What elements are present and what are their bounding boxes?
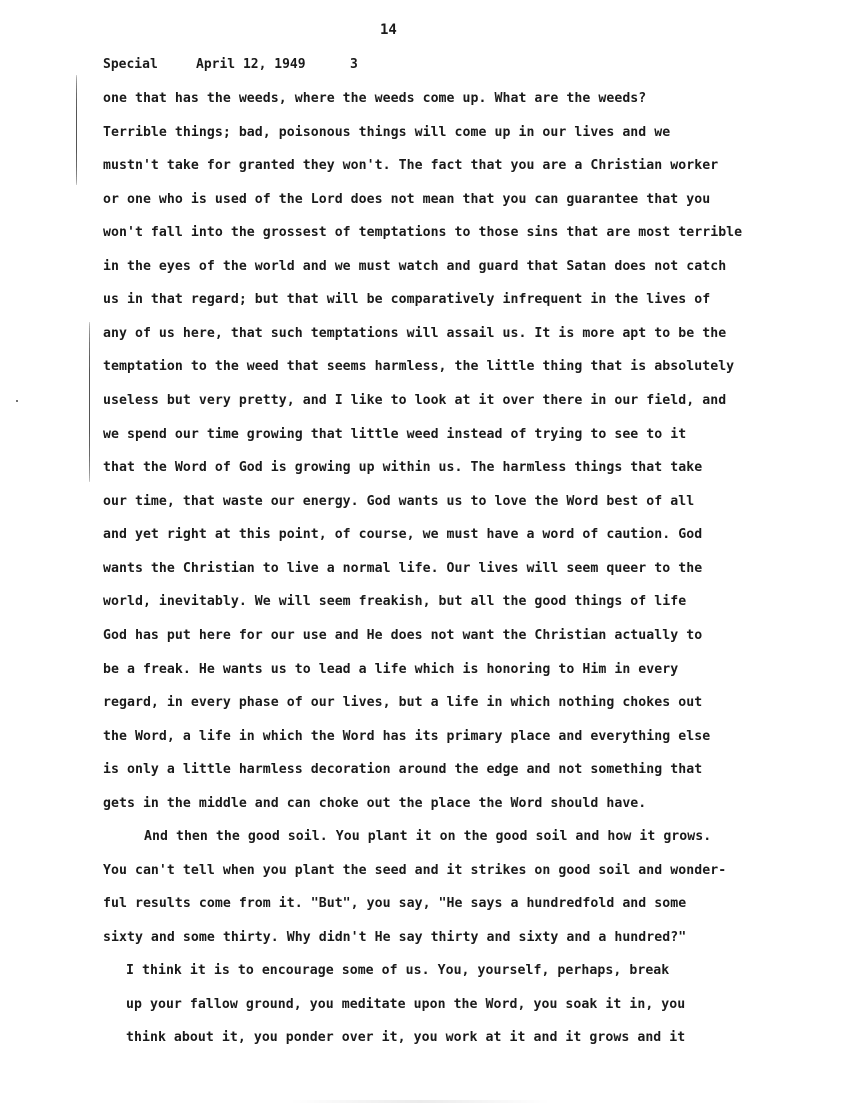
margin-speck [16,400,18,402]
text-line: and yet right at this point, of course, we must have a word of caution. God [103,527,703,542]
text-line: won't fall into the grossest of temptations to those sins that are most terrible [103,225,743,240]
text-line: regard, in every phase of our lives, but a life in which nothing chokes out [103,695,703,710]
text-line: God has put here for our use and He does not want the Christian actually to [103,628,703,643]
header-label: Special [103,57,158,72]
header-date: April 12, 1949 [196,57,306,72]
text-line: be a freak. He wants us to lead a life which is honoring to Him in every [103,662,679,677]
text-line: in the eyes of the world and we must watch and guard that Satan does not catch [103,259,727,274]
text-line: temptation to the weed that seems harmless, the little thing that is absolutely [103,359,735,374]
text-line: gets in the middle and can choke out the place the Word should have. [103,796,647,811]
page-number: 14 [380,22,397,38]
text-line: us in that regard; but that will be comparatively infrequent in the lives of [103,292,711,307]
text-line: we spend our time growing that little weed instead of trying to see to it [103,427,687,442]
margin-bracket-mark [89,322,90,482]
text-line: or one who is used of the Lord does not mean that you can guarantee that you [103,192,711,207]
text-line: think about it, you ponder over it, you work at it and it grows and it [126,1030,686,1045]
text-line: sixty and some thirty. Why didn't He say thirty and sixty and a hundred?" [103,930,687,945]
text-line: our time, that waste our energy. God wants us to love the Word best of all [103,494,695,509]
text-line: ful results come from it. "But", you say, "He says a hundredfold and some [103,896,687,911]
header-sequence: 3 [350,57,358,72]
margin-bracket-mark [76,75,77,185]
bottom-smudge [290,1100,550,1103]
text-line: mustn't take for granted they won't. The fact that you are a Christian worker [103,158,719,173]
text-line: is only a little harmless decoration around the edge and not something that [103,762,703,777]
text-line: I think it is to encourage some of us. You, yourself, perhaps, break [126,963,670,978]
text-line: And then the good soil. You plant it on the good soil and how it grows. [144,829,712,844]
text-line: any of us here, that such temptations will assail us. It is more apt to be the [103,326,727,341]
text-line: one that has the weeds, where the weeds come up. What are the weeds? [103,91,647,106]
text-line: up your fallow ground, you meditate upon the Word, you soak it in, you [126,997,686,1012]
text-line: Terrible things; bad, poisonous things will come up in our lives and we [103,125,671,140]
document-header [103,57,358,72]
text-line: wants the Christian to live a normal life. Our lives will seem queer to the [103,561,703,576]
text-line: that the Word of God is growing up within us. The harmless things that take [103,460,703,475]
text-line: useless but very pretty, and I like to look at it over there in our field, and [103,393,727,408]
text-line: the Word, a life in which the Word has its primary place and everything else [103,729,711,744]
text-line: You can't tell when you plant the seed and it strikes on good soil and wonder- [103,863,727,878]
text-line: world, inevitably. We will seem freakish, but all the good things of life [103,594,687,609]
